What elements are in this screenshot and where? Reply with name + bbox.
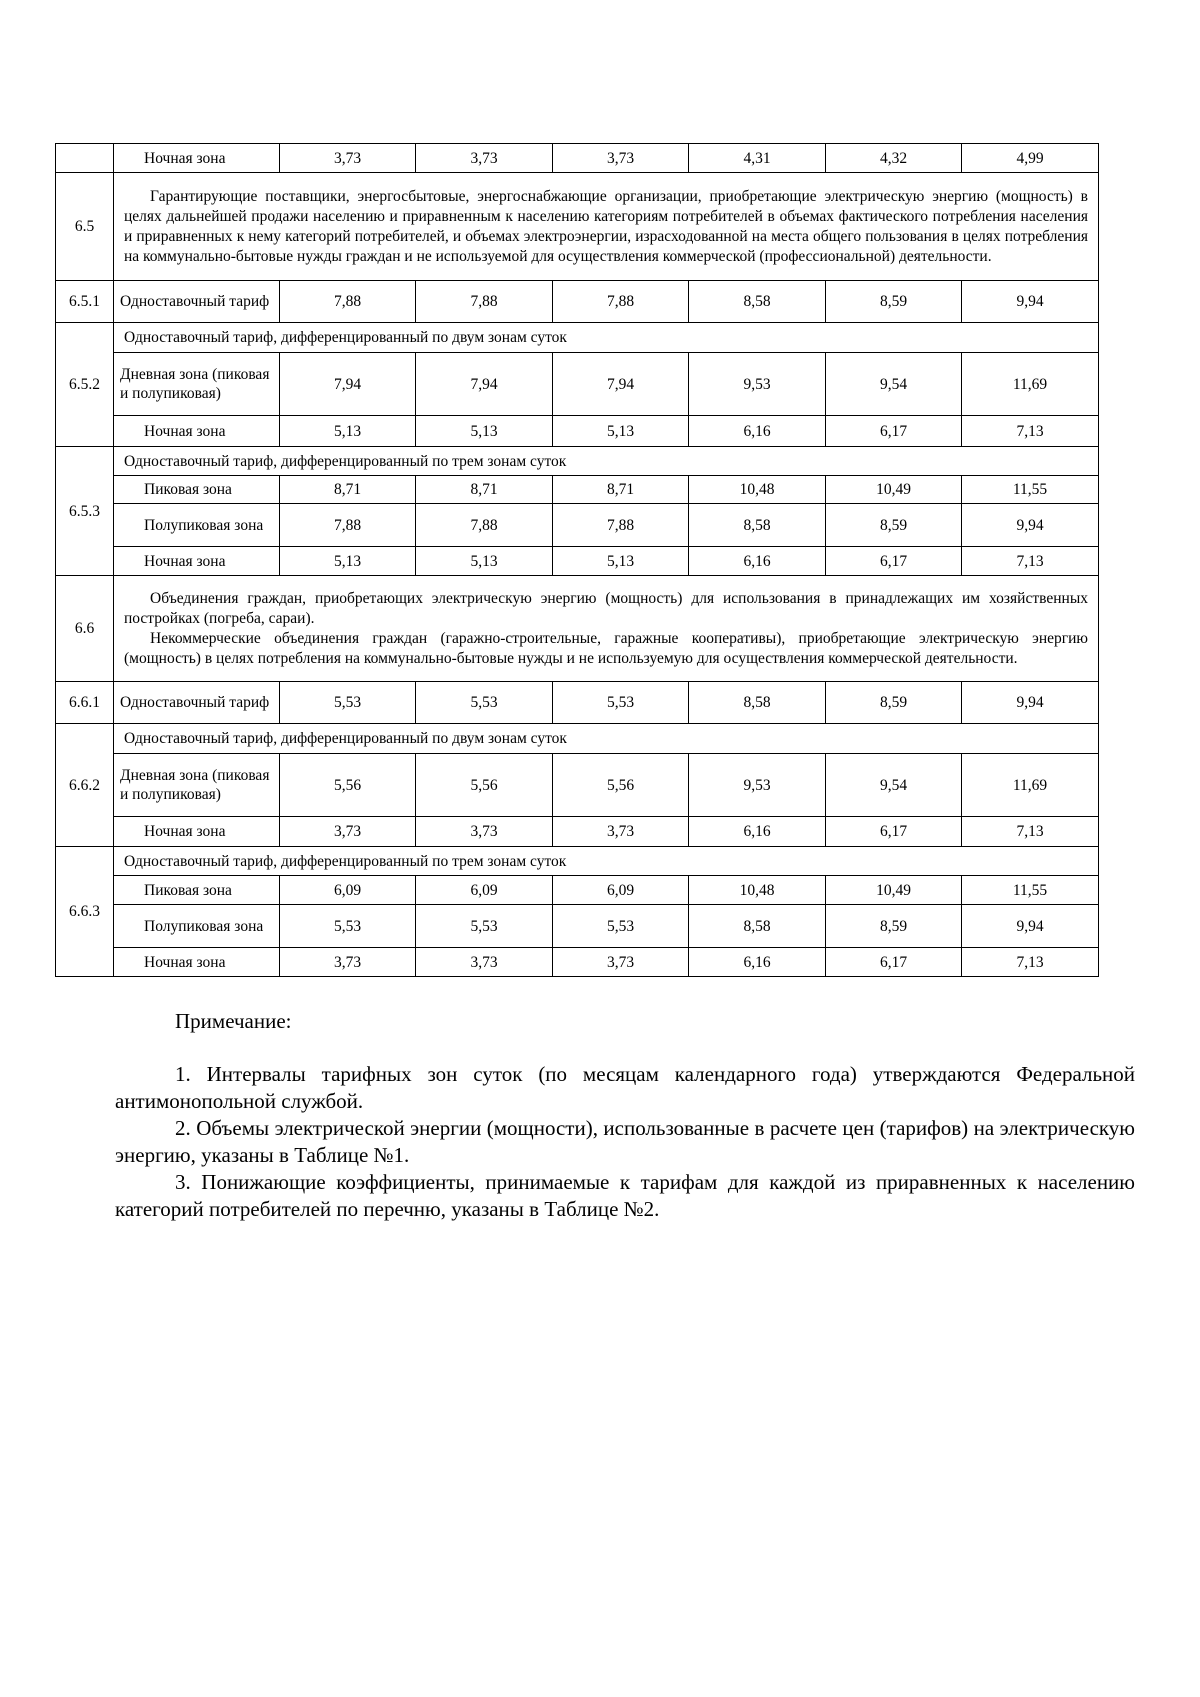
notes-title: Примечание: [175, 1009, 292, 1033]
row-number-cell [56, 144, 114, 173]
value-cell: 4,99 [962, 144, 1099, 173]
tariff-label: Одноставочный тариф [114, 682, 280, 724]
value-cell: 9,53 [689, 353, 826, 416]
table-row [56, 948, 1099, 977]
zone-label: Ночная зона [114, 144, 280, 173]
zone-label: Ночная зона [114, 416, 280, 447]
value-cell: 7,88 [280, 281, 416, 323]
table-row [56, 476, 1099, 504]
section-row [56, 576, 1099, 682]
value-cell: 3,73 [553, 948, 689, 977]
table-row [56, 144, 1099, 173]
value-cell: 5,53 [280, 905, 416, 948]
table-row [56, 905, 1099, 948]
value-cell: 6,09 [416, 876, 553, 905]
value-cell: 7,88 [416, 504, 553, 547]
value-cell: 8,59 [826, 281, 962, 323]
value-cell: 5,53 [416, 682, 553, 724]
subheader-text: Одноставочный тариф, дифференцированный по трем зонам суток [114, 447, 1099, 476]
table-row [56, 547, 1099, 576]
value-cell: 8,58 [689, 682, 826, 724]
value-cell: 11,69 [962, 754, 1099, 817]
notes-section [115, 1008, 1135, 1223]
value-cell: 5,53 [553, 682, 689, 724]
value-cell: 5,13 [553, 416, 689, 447]
table-row [56, 754, 1099, 817]
section-row [56, 173, 1099, 281]
value-cell: 6,09 [280, 876, 416, 905]
value-cell: 3,73 [416, 144, 553, 173]
value-cell: 5,13 [416, 547, 553, 576]
value-cell: 5,13 [416, 416, 553, 447]
subheader-row [56, 447, 1099, 476]
value-cell: 4,32 [826, 144, 962, 173]
value-cell: 6,17 [826, 817, 962, 847]
value-cell: 7,94 [280, 353, 416, 416]
value-cell: 7,13 [962, 948, 1099, 977]
subheader-row [56, 847, 1099, 876]
row-number: 6.6.2 [56, 724, 114, 847]
value-cell: 8,58 [689, 281, 826, 323]
value-cell: 8,59 [826, 682, 962, 724]
value-cell: 6,17 [826, 416, 962, 447]
value-cell: 4,31 [689, 144, 826, 173]
row-number: 6.5.2 [56, 323, 114, 447]
value-cell: 11,69 [962, 353, 1099, 416]
value-cell: 6,16 [689, 416, 826, 447]
section-description [114, 576, 1099, 682]
section-paragraph: Некоммерческие объединения граждан (гаражно-строительные, гаражные кооперативы), приобретающие электрическую энергию (мощность) в целях потребления на коммунально-бытовые нужды и не используемую для осуществления коммерческой деятельности. [124, 630, 1088, 667]
value-cell: 6,09 [553, 876, 689, 905]
subheader-text: Одноставочный тариф, дифференцированный по двум зонам суток [114, 323, 1099, 353]
value-cell: 5,56 [553, 754, 689, 817]
value-cell: 7,88 [416, 281, 553, 323]
value-cell: 3,73 [280, 948, 416, 977]
table-row [56, 281, 1099, 323]
value-cell: 7,88 [553, 504, 689, 547]
zone-label: Дневная зона (пиковая и полупиковая) [114, 353, 280, 416]
zone-label: Дневная зона (пиковая и полупиковая) [114, 754, 280, 817]
value-cell: 8,59 [826, 504, 962, 547]
value-cell: 10,49 [826, 476, 962, 504]
value-cell: 3,73 [553, 817, 689, 847]
value-cell: 11,55 [962, 876, 1099, 905]
value-cell: 6,16 [689, 948, 826, 977]
subheader-row [56, 323, 1099, 353]
table-row [56, 416, 1099, 447]
note-item: 3. Понижающие коэффициенты, принимаемые к тарифам для каждой из приравненных к населению категорий потребителей по перечню, указаны в Таблице №2. [115, 1170, 1135, 1221]
subheader-text: Одноставочный тариф, дифференцированный по двум зонам суток [114, 724, 1099, 754]
row-number: 6.5.1 [56, 281, 114, 323]
zone-label: Пиковая зона [114, 476, 280, 504]
value-cell: 3,73 [280, 144, 416, 173]
value-cell: 8,59 [826, 905, 962, 948]
value-cell: 3,73 [416, 948, 553, 977]
row-number: 6.5.3 [56, 447, 114, 576]
table-row [56, 353, 1099, 416]
note-item: 2. Объемы электрической энергии (мощности), использованные в расчете цен (тарифов) на электрическую энергию, указаны в Таблице №1. [115, 1116, 1135, 1167]
section-number: 6.5 [56, 173, 114, 281]
value-cell: 8,58 [689, 504, 826, 547]
table-row [56, 682, 1099, 724]
value-cell: 9,54 [826, 353, 962, 416]
value-cell: 3,73 [280, 817, 416, 847]
tariff-table [55, 143, 1099, 977]
value-cell: 7,13 [962, 547, 1099, 576]
value-cell: 9,94 [962, 682, 1099, 724]
subheader-row [56, 724, 1099, 754]
value-cell: 9,54 [826, 754, 962, 817]
value-cell: 6,16 [689, 547, 826, 576]
value-cell: 7,13 [962, 416, 1099, 447]
row-number: 6.6.3 [56, 847, 114, 977]
value-cell: 5,13 [280, 416, 416, 447]
zone-label: Пиковая зона [114, 876, 280, 905]
value-cell: 10,48 [689, 876, 826, 905]
zone-label: Ночная зона [114, 547, 280, 576]
value-cell: 9,94 [962, 905, 1099, 948]
value-cell: 5,13 [280, 547, 416, 576]
table-row [56, 876, 1099, 905]
value-cell: 9,53 [689, 754, 826, 817]
value-cell: 3,73 [416, 817, 553, 847]
value-cell: 8,71 [280, 476, 416, 504]
value-cell: 5,53 [553, 905, 689, 948]
value-cell: 6,17 [826, 948, 962, 977]
zone-label: Полупиковая зона [114, 905, 280, 948]
value-cell: 6,16 [689, 817, 826, 847]
section-description: Гарантирующие поставщики, энергосбытовые, энергоснабжающие организации, приобретающие электрическую энергию (мощность) в целях дальнейшей продажи населению и приравненным к населению категориям потребителей в объемах фактического потребления населения и приравненных к нему категорий потребителей, и объемах электроэнергии, израсходованной на места общего пользования в целях потребления на коммунально-бытовые нужды граждан и не используемой для осуществления коммерческой (профессиональной) деятельности. [114, 173, 1099, 281]
value-cell: 5,53 [416, 905, 553, 948]
value-cell: 3,73 [553, 144, 689, 173]
row-number: 6.6.1 [56, 682, 114, 724]
value-cell: 7,94 [416, 353, 553, 416]
value-cell: 10,48 [689, 476, 826, 504]
value-cell: 7,88 [553, 281, 689, 323]
value-cell: 7,13 [962, 817, 1099, 847]
table-row [56, 504, 1099, 547]
value-cell: 5,56 [280, 754, 416, 817]
tariff-label: Одноставочный тариф [114, 281, 280, 323]
note-item: 1. Интервалы тарифных зон суток (по месяцам календарного года) утверждаются Федеральной антимонопольной службой. [115, 1062, 1135, 1113]
value-cell: 9,94 [962, 504, 1099, 547]
zone-label: Ночная зона [114, 817, 280, 847]
value-cell: 8,71 [416, 476, 553, 504]
zone-label: Полупиковая зона [114, 504, 280, 547]
section-number: 6.6 [56, 576, 114, 682]
value-cell: 7,88 [280, 504, 416, 547]
value-cell: 8,58 [689, 905, 826, 948]
value-cell: 8,71 [553, 476, 689, 504]
table-row [56, 817, 1099, 847]
value-cell: 9,94 [962, 281, 1099, 323]
zone-label: Ночная зона [114, 948, 280, 977]
section-paragraph: Объединения граждан, приобретающих электрическую энергию (мощность) для использования в принадлежащих им хозяйственных постройках (погреба, сараи). [124, 590, 1088, 627]
value-cell: 7,94 [553, 353, 689, 416]
subheader-text: Одноставочный тариф, дифференцированный по трем зонам суток [114, 847, 1099, 876]
value-cell: 6,17 [826, 547, 962, 576]
value-cell: 5,56 [416, 754, 553, 817]
value-cell: 10,49 [826, 876, 962, 905]
value-cell: 11,55 [962, 476, 1099, 504]
value-cell: 5,53 [280, 682, 416, 724]
value-cell: 5,13 [553, 547, 689, 576]
